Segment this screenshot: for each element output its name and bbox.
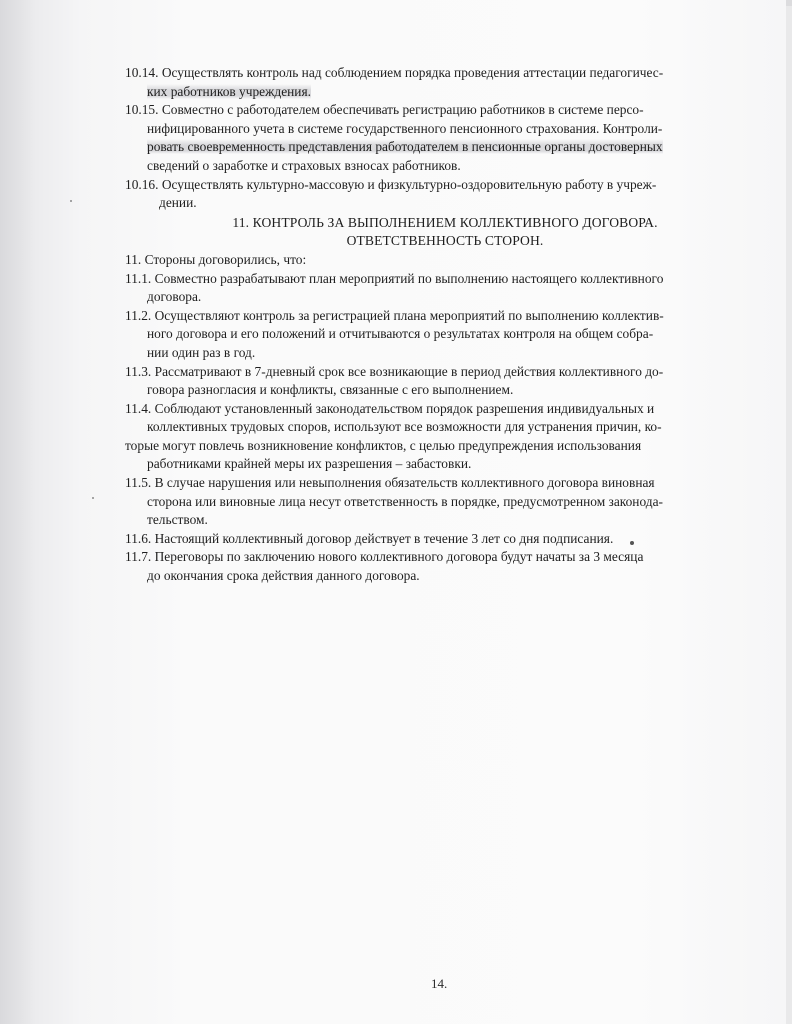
- clause-line: ровать своевременность представления работодателем в пенсионные органы достоверных: [147, 139, 663, 155]
- clause-11-2: [125, 307, 765, 363]
- clause-line: ного договора и его положений и отчитываются о результатах контроля на общем собра-: [147, 326, 654, 342]
- clause-line: 11.6. Настоящий коллективный договор действует в течение 3 лет со дня подписания.: [125, 530, 614, 546]
- clause-line: 11.2. Осуществляют контроль за регистрацией плана мероприятий по выполнению коллектив-: [125, 307, 664, 323]
- section-11-intro: 11. Стороны договорились, что:: [125, 251, 307, 267]
- clause-line: торые могут повлечь возникновение конфликтов, с целью предупреждения использования: [125, 437, 642, 453]
- clause-11-5: [125, 474, 765, 530]
- clause-line: работниками крайней меры их разрешения – забастовки.: [147, 456, 472, 472]
- scan-speck: [92, 497, 94, 499]
- clause-line: 10.14. Осуществлять контроль над соблюдением порядка проведения аттестации педагогичес-: [125, 65, 664, 80]
- clause-10-15: [125, 101, 765, 175]
- clause-line: договора.: [147, 289, 202, 305]
- clause-line: 10.15. Совместно с работодателем обеспечивать регистрацию работников в системе персо-: [125, 102, 644, 118]
- clause-line: 10.16. Осуществлять культурно-массовую и физкультурно-оздоровительную работу в учреж-: [125, 176, 657, 192]
- section-heading-line: ОТВЕТСТВЕННОСТЬ СТОРОН.: [346, 233, 544, 249]
- section-heading-line: 11. КОНТРОЛЬ ЗА ВЫПОЛНЕНИЕМ КОЛЛЕКТИВНОГО ДОГОВОРА.: [232, 214, 658, 230]
- clause-11-7: [125, 548, 765, 585]
- page-number: 14.: [431, 976, 448, 991]
- clause-line: дении.: [159, 195, 197, 211]
- clause-11-6: [125, 530, 765, 549]
- document-body: [125, 64, 765, 586]
- clause-line: нифицированного учета в системе государственного пенсионного страхования. Контроли-: [147, 120, 663, 136]
- clause-line: 11.1. Совместно разрабатывают план мероприятий по выполнению настоящего коллективного: [125, 270, 664, 286]
- section-11-heading: [125, 214, 765, 251]
- clause-line: говора разногласия и конфликты, связанные с его выполнением.: [147, 382, 514, 398]
- clause-line: 11.3. Рассматривают в 7-дневный срок все возникающие в период действия коллективного до-: [125, 363, 664, 379]
- clause-line: до окончания срока действия данного договора.: [147, 568, 420, 584]
- clause-11-1: [125, 270, 765, 307]
- clause-10-16: [125, 176, 765, 213]
- clause-11-4: [125, 400, 765, 474]
- clause-line: коллективных трудовых споров, используют все возможности для устранения причин, ко-: [147, 419, 662, 435]
- scan-speck: [70, 200, 72, 202]
- clause-line: 11.4. Соблюдают установленный законодательством порядок разрешения индивидуальных и: [125, 400, 655, 416]
- clause-line: сторона или виновные лица несут ответственность в порядке, предусмотренном законода-: [147, 493, 664, 509]
- clause-11-3: [125, 363, 765, 400]
- clause-line: 11.7. Переговоры по заключению нового коллективного договора будут начаты за 3 месяца: [125, 549, 644, 565]
- clause-line: ких работников учреждения.: [147, 83, 311, 99]
- scan-left-edge-shadow: [0, 0, 36, 1024]
- clause-line: сведений о заработке и страховых взносах работников.: [147, 157, 461, 173]
- clause-line: 11.5. В случае нарушения или невыполнения обязательств коллективного договора виновная: [125, 475, 655, 491]
- clause-line: нии один раз в год.: [147, 344, 256, 360]
- clause-line: тельством.: [147, 512, 208, 528]
- clause-10-14: [125, 64, 765, 101]
